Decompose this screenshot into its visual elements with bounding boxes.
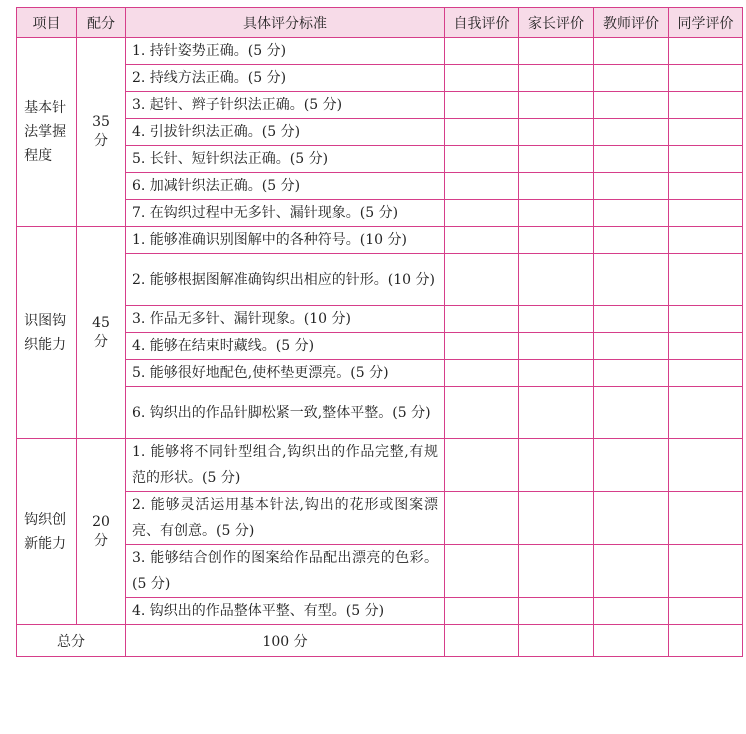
eval-cell[interactable] bbox=[669, 439, 743, 492]
eval-cell[interactable] bbox=[445, 360, 519, 387]
eval-cell[interactable] bbox=[445, 598, 519, 625]
eval-cell[interactable] bbox=[669, 598, 743, 625]
eval-cell[interactable] bbox=[445, 545, 519, 598]
total-label: 总分 bbox=[17, 625, 126, 657]
eval-cell[interactable] bbox=[445, 439, 519, 492]
eval-cell[interactable] bbox=[445, 227, 519, 254]
eval-cell[interactable] bbox=[669, 492, 743, 545]
eval-cell[interactable] bbox=[594, 439, 669, 492]
eval-cell[interactable] bbox=[445, 387, 519, 439]
criterion-text: 5. 长针、短针织法正确。(5 分) bbox=[126, 146, 445, 173]
eval-cell[interactable] bbox=[445, 492, 519, 545]
table-body bbox=[17, 38, 743, 625]
section-score: 45 分 bbox=[77, 227, 126, 439]
eval-cell[interactable] bbox=[594, 492, 669, 545]
header-peer-eval: 同学评价 bbox=[669, 8, 743, 38]
eval-cell[interactable] bbox=[594, 173, 669, 200]
eval-cell[interactable] bbox=[519, 200, 594, 227]
header-criteria: 具体评分标准 bbox=[126, 8, 445, 38]
eval-cell[interactable] bbox=[445, 306, 519, 333]
criterion-text: 2. 能够根据图解准确钩织出相应的针形。(10 分) bbox=[126, 254, 445, 306]
criteria-row bbox=[17, 306, 743, 333]
eval-cell[interactable] bbox=[669, 387, 743, 439]
section-item-label: 钩织创新能力 bbox=[24, 511, 67, 552]
criterion-text: 1. 持针姿势正确。(5 分) bbox=[126, 38, 445, 65]
criteria-row bbox=[17, 65, 743, 92]
eval-cell[interactable] bbox=[594, 65, 669, 92]
eval-cell[interactable] bbox=[669, 38, 743, 65]
eval-cell[interactable] bbox=[669, 545, 743, 598]
criterion-text: 2. 能够灵活运用基本针法,钩出的花形或图案漂亮、有创意。(5 分) bbox=[126, 492, 445, 545]
eval-cell[interactable] bbox=[519, 492, 594, 545]
eval-cell[interactable] bbox=[594, 146, 669, 173]
eval-cell[interactable] bbox=[445, 65, 519, 92]
eval-cell[interactable] bbox=[519, 38, 594, 65]
eval-cell[interactable] bbox=[594, 254, 669, 306]
eval-cell[interactable] bbox=[594, 598, 669, 625]
header-parent-eval: 家长评价 bbox=[519, 8, 594, 38]
eval-cell[interactable] bbox=[445, 173, 519, 200]
eval-cell[interactable] bbox=[669, 625, 743, 657]
total-value: 100 分 bbox=[126, 625, 445, 657]
header-self-eval: 自我评价 bbox=[445, 8, 519, 38]
eval-cell[interactable] bbox=[519, 92, 594, 119]
eval-cell[interactable] bbox=[669, 333, 743, 360]
eval-cell[interactable] bbox=[594, 545, 669, 598]
criteria-row bbox=[17, 333, 743, 360]
criterion-text: 5. 能够很好地配色,使杯垫更漂亮。(5 分) bbox=[126, 360, 445, 387]
eval-cell[interactable] bbox=[669, 119, 743, 146]
evaluation-table bbox=[16, 7, 743, 657]
section-item bbox=[17, 439, 77, 625]
criterion-text: 4. 钩织出的作品整体平整、有型。(5 分) bbox=[126, 598, 445, 625]
criteria-row bbox=[17, 492, 743, 545]
criterion-text: 2. 持线方法正确。(5 分) bbox=[126, 65, 445, 92]
eval-cell[interactable] bbox=[594, 227, 669, 254]
section-score: 20 分 bbox=[77, 439, 126, 625]
criteria-row bbox=[17, 173, 743, 200]
eval-cell[interactable] bbox=[669, 92, 743, 119]
eval-cell[interactable] bbox=[594, 360, 669, 387]
criteria-row bbox=[17, 360, 743, 387]
criterion-text: 3. 作品无多针、漏针现象。(10 分) bbox=[126, 306, 445, 333]
eval-cell[interactable] bbox=[669, 146, 743, 173]
eval-cell[interactable] bbox=[594, 92, 669, 119]
eval-cell[interactable] bbox=[519, 65, 594, 92]
eval-cell[interactable] bbox=[519, 227, 594, 254]
eval-cell[interactable] bbox=[519, 146, 594, 173]
eval-cell[interactable] bbox=[519, 598, 594, 625]
eval-cell[interactable] bbox=[594, 306, 669, 333]
criterion-text: 3. 能够结合创作的图案给作品配出漂亮的色彩。(5 分) bbox=[126, 545, 445, 598]
criteria-row bbox=[17, 119, 743, 146]
total-row bbox=[17, 625, 743, 657]
header-score: 配分 bbox=[77, 8, 126, 38]
criteria-row bbox=[17, 545, 743, 598]
eval-cell[interactable] bbox=[594, 38, 669, 65]
eval-cell[interactable] bbox=[594, 625, 669, 657]
criteria-row bbox=[17, 227, 743, 254]
eval-cell[interactable] bbox=[594, 387, 669, 439]
eval-cell[interactable] bbox=[669, 173, 743, 200]
eval-cell[interactable] bbox=[519, 333, 594, 360]
criteria-row bbox=[17, 387, 743, 439]
eval-cell[interactable] bbox=[519, 173, 594, 200]
eval-cell[interactable] bbox=[594, 119, 669, 146]
eval-cell[interactable] bbox=[519, 254, 594, 306]
eval-cell[interactable] bbox=[669, 306, 743, 333]
criterion-text: 7. 在钩织过程中无多针、漏针现象。(5 分) bbox=[126, 200, 445, 227]
criterion-text: 4. 能够在结束时藏线。(5 分) bbox=[126, 333, 445, 360]
eval-cell[interactable] bbox=[445, 146, 519, 173]
criterion-text: 4. 引拔针织法正确。(5 分) bbox=[126, 119, 445, 146]
header-item: 项目 bbox=[17, 8, 77, 38]
eval-cell[interactable] bbox=[669, 360, 743, 387]
criteria-row bbox=[17, 439, 743, 492]
eval-cell[interactable] bbox=[669, 227, 743, 254]
section-item-label: 识图钩织能力 bbox=[24, 312, 67, 353]
section-score: 35 分 bbox=[77, 38, 126, 227]
criterion-text: 3. 起针、辫子针织法正确。(5 分) bbox=[126, 92, 445, 119]
criterion-text: 6. 钩织出的作品针脚松紧一致,整体平整。(5 分) bbox=[126, 387, 445, 439]
criterion-text: 1. 能够准确识别图解中的各种符号。(10 分) bbox=[126, 227, 445, 254]
eval-cell[interactable] bbox=[445, 92, 519, 119]
criteria-row bbox=[17, 92, 743, 119]
eval-cell[interactable] bbox=[519, 439, 594, 492]
criterion-text: 1. 能够将不同针型组合,钩织出的作品完整,有规范的形状。(5 分) bbox=[126, 439, 445, 492]
criteria-row bbox=[17, 146, 743, 173]
header-teacher-eval: 教师评价 bbox=[594, 8, 669, 38]
eval-cell[interactable] bbox=[519, 625, 594, 657]
eval-cell[interactable] bbox=[669, 254, 743, 306]
criteria-row bbox=[17, 200, 743, 227]
criteria-row bbox=[17, 38, 743, 65]
header-row bbox=[17, 8, 743, 38]
eval-cell[interactable] bbox=[594, 200, 669, 227]
eval-cell[interactable] bbox=[519, 545, 594, 598]
eval-cell[interactable] bbox=[519, 387, 594, 439]
criteria-row bbox=[17, 598, 743, 625]
section-item bbox=[17, 38, 77, 227]
eval-cell[interactable] bbox=[445, 333, 519, 360]
eval-cell[interactable] bbox=[445, 254, 519, 306]
section-item-label: 基本针法掌握程度 bbox=[24, 100, 67, 164]
eval-cell[interactable] bbox=[519, 306, 594, 333]
eval-cell[interactable] bbox=[519, 360, 594, 387]
eval-cell[interactable] bbox=[445, 200, 519, 227]
eval-cell[interactable] bbox=[445, 38, 519, 65]
eval-cell[interactable] bbox=[445, 119, 519, 146]
criteria-row bbox=[17, 254, 743, 306]
eval-cell[interactable] bbox=[519, 119, 594, 146]
eval-cell[interactable] bbox=[594, 333, 669, 360]
criterion-text: 6. 加减针织法正确。(5 分) bbox=[126, 173, 445, 200]
eval-cell[interactable] bbox=[445, 625, 519, 657]
section-item bbox=[17, 227, 77, 439]
eval-cell[interactable] bbox=[669, 200, 743, 227]
eval-cell[interactable] bbox=[669, 65, 743, 92]
